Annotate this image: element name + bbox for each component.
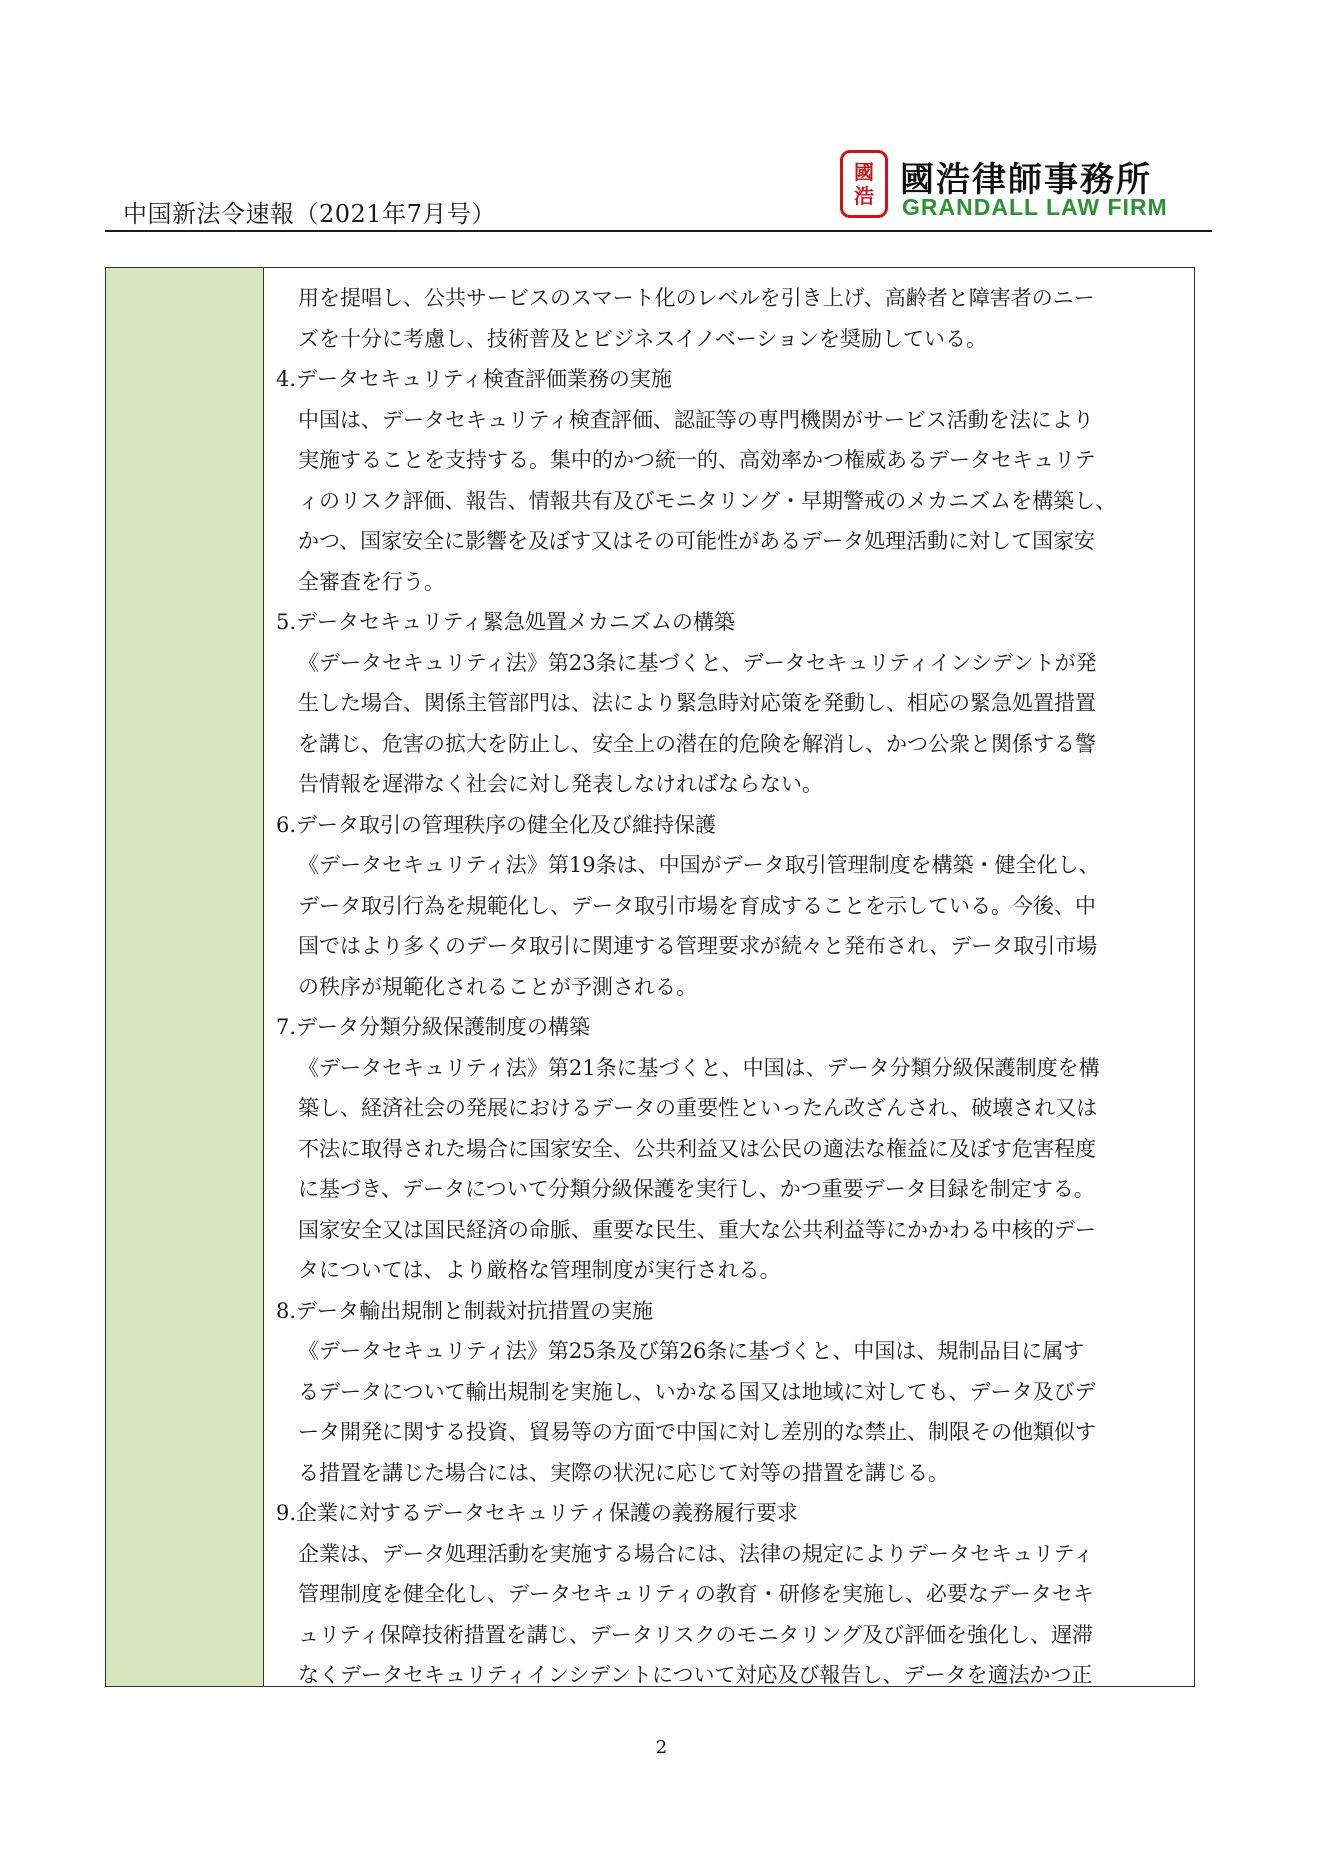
body-line: を講じ、危害の拡大を防止し、安全上の潜在的危険を解消し、かつ公衆と関係する警 [298,731,1096,756]
body-line: 国ではより多くのデータ取引に関連する管理要求が続々と発布され、データ取引市場 [298,934,1098,958]
header-rule [105,230,1212,232]
body-line: 《データセキュリティ法》第23条に基づくと、データセキュリティインシデントが発 [298,650,1097,675]
body-line: 国家安全又は国民経済の命脈、重要な民生、重大な公共利益等にかかわる中核的デー [298,1217,1096,1242]
body-line: るデータについて輸出規制を実施し、いかなる国又は地域に対しても、データ及びデ [298,1379,1096,1404]
body-line: に基づき、データについて分類分級保護を実行し、かつ重要データ目録を制定する。 [298,1177,1095,1201]
body-line: ズを十分に考慮し、技術普及とビジネスイノベーションを奨励している。 [298,326,988,351]
body-line: 用を提唱し、公共サービスのスマート化のレベルを引き上げ、高齢者と障害者のニー [298,286,1095,310]
body-line: 《データセキュリティ法》第21条に基づくと、中国は、データ分類分級保護制度を構 [298,1055,1100,1080]
body-line: 《データセキュリティ法》第25条及び第26条に基づくと、中国は、規制品目に属す [298,1339,1085,1363]
label-column [106,268,264,1686]
body-line: 全審査を行う。 [298,569,445,594]
body-line: ィのリスク評価、報告、情報共有及びモニタリング・早期警戒のメカニズムを構築し、 [298,488,1117,513]
section-heading: 5.データセキュリティ緊急処置メカニズムの構築 [276,610,735,634]
body-line: タについては、より厳格な管理制度が実行される。 [298,1258,781,1282]
body-line: なくデータセキュリティインシデントについて対応及び報告し、データを適法かつ正 [298,1663,1093,1687]
content-cell [276,278,1176,1696]
body-line: 《データセキュリティ法》第19条は、中国がデータ取引管理制度を構築・健全化し、 [298,853,1100,877]
body-line: 実施することを支持する。集中的かつ統一的、高効率かつ権威あるデータセキュリテ [298,448,1096,472]
seal-char-bottom: 浩 [854,184,874,208]
page-number: 2 [655,1737,668,1758]
body-line: 告情報を遅滞なく社会に対し発表しなければならない。 [298,772,823,796]
body-line: 生した場合、関係主管部門は、法により緊急時対応策を発動し、相応の緊急処置措置 [298,691,1096,715]
firm-logo [840,150,1190,222]
section-heading: 7.データ分類分級保護制度の構築 [276,1015,591,1039]
body-line: ータ開発に関する投資、貿易等の方面で中国に対し差別的な禁止、制限その他類似す [298,1420,1096,1444]
body-line: 企業は、データ処理活動を実施する場合には、法律の規定によりデータセキュリティ [298,1541,1094,1566]
section-heading: 9.企業に対するデータセキュリティ保護の義務履行要求 [276,1501,798,1525]
content-table [105,267,1195,1687]
body-line: 不法に取得された場合に国家安全、公共利益又は公民の適法な権益に及ぼす危害程度 [298,1136,1096,1161]
header-title: 中国新法令速報（2021年7月号） [123,200,496,228]
body-line: 管理制度を健全化し、データセキュリティの教育・研修を実施し、必要なデータセキ [298,1582,1094,1606]
body-line: ュリティ保障技術措置を講じ、データリスクのモニタリング及び評価を強化し、遅滞 [298,1622,1094,1647]
section-heading: 6.データ取引の管理秩序の健全化及び維持保護 [276,812,717,837]
seal-char-top: 國 [854,160,874,184]
logo-english-name: GRANDALL LAW FIRM [902,194,1168,220]
page-header [105,150,1212,232]
body-line: 中国は、データセキュリティ検査評価、認証等の専門機関がサービス活動を法により [298,407,1094,432]
logo-name: 國浩律師事務所 [900,160,1152,200]
seal-icon [840,150,888,218]
section-heading: 4.データセキュリティ検査評価業務の実施 [276,367,672,391]
section-heading: 8.データ輸出規制と制裁対抗措置の実施 [276,1298,654,1323]
body-line: かつ、国家安全に影響を及ぼす又はその可能性があるデータ処理活動に対して国家安 [298,529,1096,553]
body-line: る措置を講じた場合には、実際の状況に応じて対等の措置を講じる。 [298,1460,949,1485]
body-line: 築し、経済社会の発展におけるデータの重要性といったん改ざんされ、破壊され又は [298,1096,1098,1120]
body-line: データ取引行為を規範化し、データ取引市場を育成することを示している。今後、中 [298,893,1096,918]
body-line: の秩序が規範化されることが予測される。 [298,974,697,999]
